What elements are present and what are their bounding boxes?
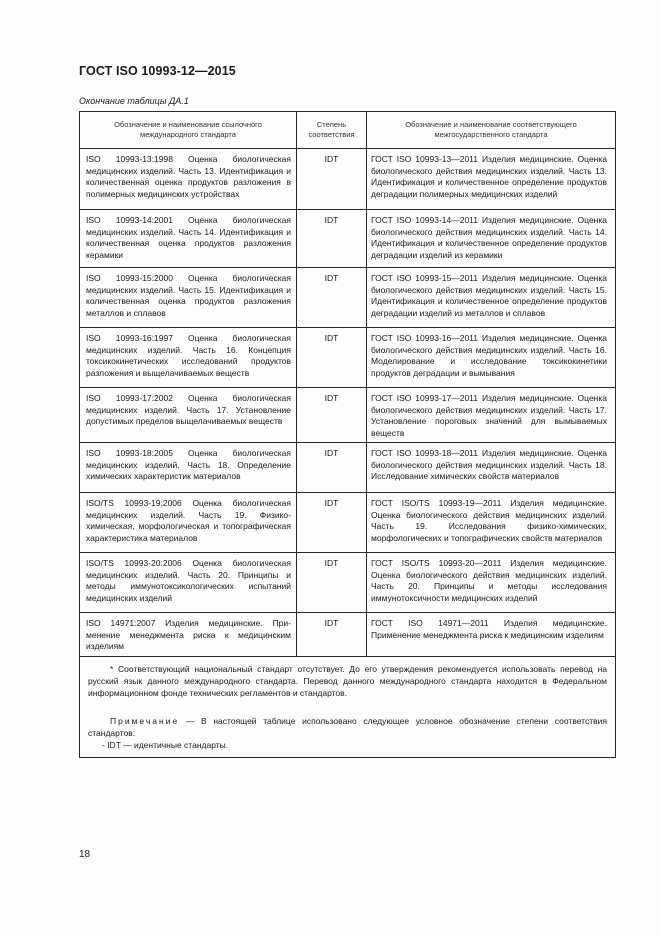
- note-label: Примечание: [110, 715, 180, 726]
- international-standard-cell: ISO 10993-18:2005 Оценка биологическая медицинских изделий. Часть 18. Определение химических характеристик материалов: [80, 443, 297, 493]
- table-row: [80, 553, 616, 613]
- international-standard-cell: ISO/TS 10993-20:2006 Оценка биологическая медицинских изделий. Часть 20. Принципы и методы иммунотоксикологических испытаний медицинских изделий: [80, 553, 297, 613]
- table-row: [80, 388, 616, 443]
- degree-cell: IDT: [297, 328, 367, 388]
- international-standard-cell: ISO 10993-14:2001 Оценка биологическая медицинских изделий. Часть 14. Идентификация и количественная оценка продуктов разложения керамики: [80, 210, 297, 268]
- international-standard-cell: ISO 10993-13:1998 Оценка биологическая медицинских изделий. Часть 13. Идентификация и количественная оценка продуктов разложения в полимерных медицинских устройствах: [80, 149, 297, 210]
- degree-cell: IDT: [297, 268, 367, 328]
- document-title: ГОСТ ISO 10993-12—2015: [79, 64, 236, 78]
- interstate-standard-cell: ГОСТ ISO 10993-15—2011 Изделия медицинские. Оценка биологического действия медицинских изделий. Часть 15. Идентификация и количественное определение продуктов деградации изделий из металлов и сплавов: [367, 268, 616, 328]
- table-row: [80, 493, 616, 553]
- interstate-standard-cell: ГОСТ ISO 14971—2011 Изделия медицинские. Применение менеджмента риска к медицинским изделиям: [367, 613, 616, 657]
- degree-cell: IDT: [297, 149, 367, 210]
- degree-cell: IDT: [297, 553, 367, 613]
- table-row: [80, 149, 616, 210]
- interstate-standard-cell: ГОСТ ISO 10993-14—2011 Изделия медицинские. Оценка биологического действия медицинских изделий. Часть 14. Идентификация и количественное определение продуктов деградации изделий из керамики: [367, 210, 616, 268]
- degree-cell: IDT: [297, 388, 367, 443]
- interstate-standard-cell: ГОСТ ISO 10993-17—2011 Изделия медицинские. Оценка биологического действия медицинских изделий. Часть 17. Установление пороговых значений для вымываемых веществ: [367, 388, 616, 443]
- page-number: 18: [79, 849, 91, 860]
- table-note: [88, 715, 607, 739]
- degree-cell: IDT: [297, 493, 367, 553]
- standards-table: [79, 111, 616, 758]
- international-standard-cell: ISO 10993-15:2000 Оценка биологическая медицинских изделий. Часть 15. Идентификация и количественная оценка продуктов разложения металлов и сплавов: [80, 268, 297, 328]
- header-international-standard: Обозначение и наименование ссылочного международного стандарта: [80, 112, 297, 149]
- table-header-row: [80, 112, 616, 149]
- table-row: [80, 443, 616, 493]
- header-degree-of-conformity: Степень соответствия: [297, 112, 367, 149]
- interstate-standard-cell: ГОСТ ISO/TS 10993-20—2011 Изделия медицинские. Оценка биологического действия медицинских изделий. Часть 20. Принципы и методы исследования иммунотоксичности медицинских изделий: [367, 553, 616, 613]
- table-caption: Окончание таблицы ДА.1: [79, 96, 189, 106]
- note-text: — В настоящей таблице использовано следующее условное обозначение степени соответствия стандартов:: [88, 715, 607, 738]
- interstate-standard-cell: ГОСТ ISO 10993-13—2011 Изделия медицинские. Оценка биологического действия медицинских изделий. Часть 13. Идентификация и количественное определение продуктов деградации полимерных медицинских изделий: [367, 149, 616, 210]
- table-footnote: * Соответствующий национальный стандарт отсутствует. До его утверждения рекомендуется использовать перевод на русский язык данного международного стандарта. Перевод данного международного стандарта находится в Федеральном информационном фонде технических регламентов и стандартов.: [88, 663, 607, 698]
- interstate-standard-cell: ГОСТ ISO/TS 10993-19—2011 Изделия медицинские. Оценка биологического действия медицинских изделий. Часть 19. Исследования физико-химических, морфологических и топографических свойств материалов: [367, 493, 616, 553]
- note-list-item: - IDT — идентичные стандарты.: [102, 739, 229, 750]
- standards-table-container: [79, 111, 615, 758]
- table-row: [80, 268, 616, 328]
- degree-cell: IDT: [297, 210, 367, 268]
- table-row: [80, 613, 616, 657]
- international-standard-cell: ISO 14971:2007 Изделия медицинские. Применение менеджмента риска к медицинским изделиям: [80, 613, 297, 657]
- international-standard-cell: ISO/TS 10993-19:2006 Оценка биологическая медицинских изделий. Часть 19. Физико-химическая, морфологическая и топографическая характеристика материалов: [80, 493, 297, 553]
- international-standard-cell: ISO 10993-17:2002 Оценка биологическая медицинских изделий. Часть 17. Установление допустимых пределов выщелачиваемых веществ: [80, 388, 297, 443]
- international-standard-cell: ISO 10993-16:1997 Оценка биологическая медицинских изделий. Часть 16. Концепция токсикокинетических исследований продуктов разложения и выщелачиваемых веществ: [80, 328, 297, 388]
- interstate-standard-cell: ГОСТ ISO 10993-18—2011 Изделия медицинские. Оценка биологического действия медицинских изделий. Часть 18. Исследование химических свойств материалов: [367, 443, 616, 493]
- interstate-standard-cell: ГОСТ ISO 10993-16—2011 Изделия медицинские. Оценка биологического действия медицинских изделий. Часть 16. Моделирование и исследование токсикокинетики продуктов деградации и вымывания: [367, 328, 616, 388]
- table-notes-cell: [80, 656, 616, 757]
- degree-cell: IDT: [297, 443, 367, 493]
- header-interstate-standard: Обозначение и наименование соответствующего межгосударственного стандарта: [367, 112, 616, 149]
- table-row: [80, 210, 616, 268]
- degree-cell: IDT: [297, 613, 367, 657]
- table-row: [80, 328, 616, 388]
- table-notes-row: [80, 656, 616, 757]
